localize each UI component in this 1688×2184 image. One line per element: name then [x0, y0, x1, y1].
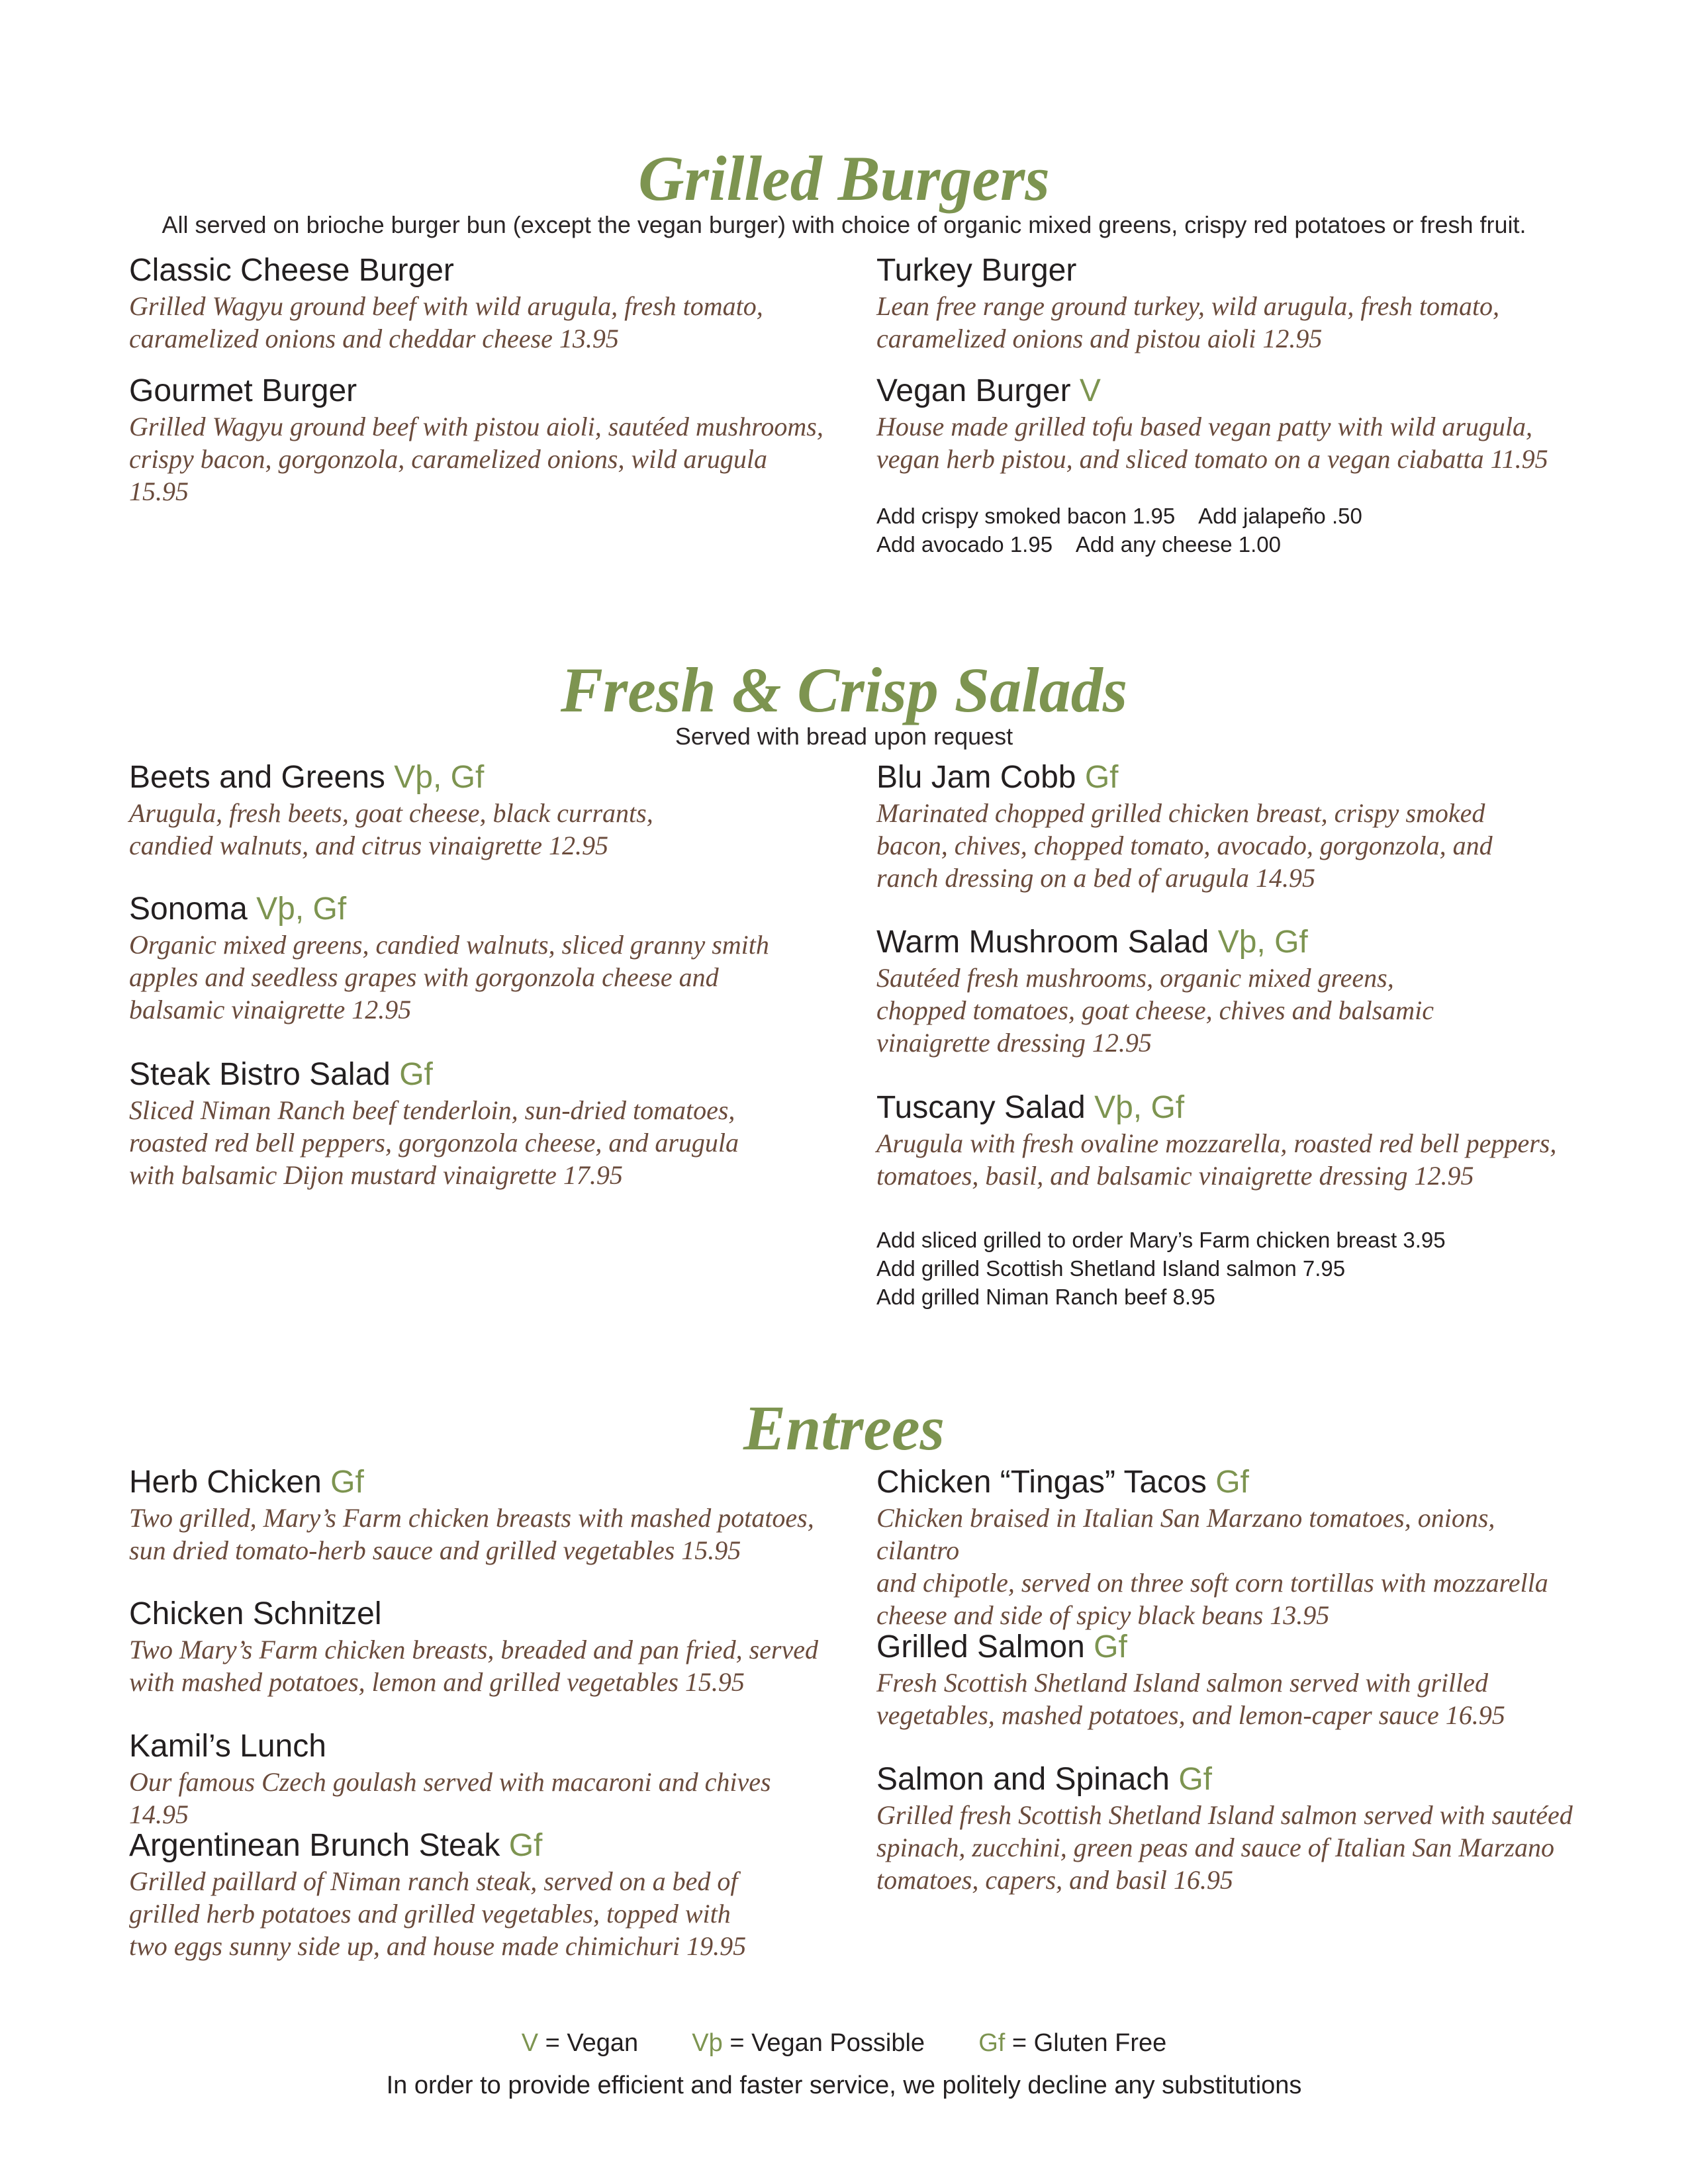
menu-item-gourmet-burger	[129, 372, 831, 508]
item-description: Sautéed fresh mushrooms, organic mixed greens, chopped tomatoes, goat cheese, chives and balsamic vinaigrette dressing 12.95	[876, 963, 1434, 1058]
diet-tag: Vþ, Gf	[1217, 925, 1308, 960]
item-name: Herb Chicken	[129, 1465, 322, 1500]
menu-item-herb-chicken	[129, 1463, 831, 1567]
menu-item-sonoma	[129, 890, 831, 1026]
menu-item-kamils-lunch	[129, 1727, 831, 1831]
item-description: Marinated chopped grilled chicken breast, crispy smoked bacon, chives, chopped tomato, avocado, gorgonzola, and ranch dressing on a bed of arugula 14.95	[876, 798, 1493, 893]
menu-item-argentinean-brunch-steak	[129, 1827, 831, 1962]
menu-item-chicken-schnitzel	[129, 1595, 831, 1698]
item-name: Grilled Salmon	[876, 1629, 1085, 1664]
item-description: Sliced Niman Ranch beef tenderloin, sun-dried tomatoes, roasted red bell peppers, gorgonzola cheese, and arugula with balsamic Dijon mustard vinaigrette 17.95	[129, 1095, 739, 1190]
item-name: Argentinean Brunch Steak	[129, 1828, 500, 1863]
addon-line: Add sliced grilled to order Mary’s Farm chicken breast 3.95	[876, 1228, 1446, 1252]
diet-tag: Vþ, Gf	[256, 891, 347, 927]
item-description: Fresh Scottish Shetland Island salmon served with grilled vegetables, mashed potatoes, and lemon-caper sauce 16.95	[876, 1668, 1505, 1730]
item-description: Grilled paillard of Niman ranch steak, served on a bed of grilled herb potatoes and grilled vegetables, topped with two eggs sunny side up, and house made chimichuri 19.95	[129, 1866, 747, 1961]
item-description: Arugula, fresh beets, goat cheese, black currants, candied walnuts, and citrus vinaigrette 12.95	[129, 798, 653, 860]
item-description: Our famous Czech goulash served with macaroni and chives 14.95	[129, 1767, 771, 1829]
item-name: Blu Jam Cobb	[876, 760, 1076, 795]
item-name: Warm Mushroom Salad	[876, 925, 1209, 960]
legend-gluten-free-text: = Gluten Free	[1011, 2029, 1167, 2057]
menu-item-steak-bistro-salad	[129, 1056, 831, 1191]
item-description: Two Mary’s Farm chicken breasts, breaded and pan fried, served with mashed potatoes, lemon and grilled vegetables 15.95	[129, 1635, 818, 1697]
legend-gluten-free-symbol: Gf	[978, 2029, 1006, 2057]
menu-item-salmon-and-spinach	[876, 1760, 1578, 1896]
salads-title: Fresh & Crisp Salads	[560, 655, 1128, 725]
diet-tag: Gf	[330, 1465, 364, 1500]
diet-tag: Gf	[1215, 1465, 1249, 1500]
item-name: Kamil’s Lunch	[129, 1729, 326, 1764]
item-name: Chicken Schnitzel	[129, 1596, 382, 1631]
entrees-title: Entrees	[743, 1392, 945, 1463]
item-description: Lean free range ground turkey, wild arugula, fresh tomato, caramelized onions and pistou aioli 12.95	[876, 291, 1500, 353]
item-description: Grilled Wagyu ground beef with wild arugula, fresh tomato, caramelized onions and cheddar cheese 13.95	[129, 291, 763, 353]
diet-tag: V	[1079, 373, 1101, 408]
item-name: Gourmet Burger	[129, 373, 357, 408]
item-name: Tuscany Salad	[876, 1090, 1086, 1125]
diet-tag: Gf	[1094, 1629, 1127, 1664]
legend-vegan-possible-text: = Vegan Possible	[729, 2029, 925, 2057]
menu-item-beets-and-greens	[129, 758, 831, 862]
substitution-note: In order to provide efficient and faster service, we politely decline any substitutions	[386, 2071, 1302, 2099]
diet-tag: Gf	[508, 1828, 543, 1863]
menu-item-vegan-burger	[876, 372, 1578, 475]
item-name: Beets and Greens	[129, 760, 385, 795]
item-description: Grilled Wagyu ground beef with pistou aioli, sautéed mushrooms, crispy bacon, gorgonzola, caramelized onions, wild arugula 15.95	[129, 412, 823, 506]
item-description: Two grilled, Mary’s Farm chicken breasts with mashed potatoes, sun dried tomato-herb sauce and grilled vegetables 15.95	[129, 1503, 814, 1565]
diet-tag: Gf	[399, 1057, 433, 1092]
burger-addons	[876, 502, 1605, 559]
item-description: Grilled fresh Scottish Shetland Island salmon served with sautéed spinach, zucchini, green peas and sauce of Italian San Marzano tomatoes, capers, and basil 16.95	[876, 1800, 1573, 1895]
item-description: House made grilled tofu based vegan patty with wild arugula, vegan herb pistou, and sliced tomato on a vegan ciabatta 11.95	[876, 412, 1548, 474]
diet-tag: Vþ, Gf	[1094, 1090, 1185, 1125]
menu-item-classic-cheese-burger	[129, 251, 831, 355]
item-name: Sonoma	[129, 891, 248, 927]
menu-item-warm-mushroom-salad	[876, 923, 1578, 1059]
addon-line: Add avocado 1.95 Add any cheese 1.00	[876, 532, 1281, 557]
item-description: Arugula with fresh ovaline mozzarella, roasted red bell peppers, tomatoes, basil, and balsamic vinaigrette dressing 12.95	[876, 1128, 1557, 1191]
legend-vegan-text: = Vegan	[545, 2029, 639, 2057]
diet-tag: Gf	[1178, 1762, 1212, 1797]
burgers-subtitle: All served on brioche burger bun (except the vegan burger) with choice of organic mixed greens, crispy red potatoes or fresh fruit.	[162, 211, 1526, 238]
addon-line: Add grilled Scottish Shetland Island salmon 7.95	[876, 1256, 1346, 1281]
salad-addons	[876, 1226, 1605, 1311]
item-name: Vegan Burger	[876, 373, 1071, 408]
menu-item-blu-jam-cobb	[876, 758, 1578, 894]
item-name: Classic Cheese Burger	[129, 253, 454, 288]
diet-legend	[0, 2027, 1688, 2059]
diet-tag: Gf	[1084, 760, 1119, 795]
item-name: Chicken “Tingas” Tacos	[876, 1465, 1207, 1500]
addon-line: Add crispy smoked bacon 1.95 Add jalapeño .50	[876, 504, 1362, 528]
legend-vegan-possible-symbol: Vþ	[692, 2029, 723, 2057]
item-name: Steak Bistro Salad	[129, 1057, 391, 1092]
menu-item-grilled-salmon	[876, 1628, 1578, 1731]
item-name: Turkey Burger	[876, 253, 1077, 288]
menu-item-tuscany-salad	[876, 1089, 1578, 1192]
menu-item-chicken-tingas-tacos	[876, 1463, 1578, 1631]
item-name: Salmon and Spinach	[876, 1762, 1170, 1797]
diet-tag: Vþ, Gf	[394, 760, 485, 795]
menu-item-turkey-burger	[876, 251, 1578, 355]
legend-vegan-symbol: V	[521, 2029, 539, 2057]
item-description: Chicken braised in Italian San Marzano tomatoes, onions, cilantro and chipotle, served on three soft corn tortillas with mozzarella cheese and side of spicy black beans 13.95	[876, 1503, 1548, 1630]
salads-subtitle: Served with bread upon request	[675, 723, 1013, 750]
item-description: Organic mixed greens, candied walnuts, sliced granny smith apples and seedless grapes with gorgonzola cheese and balsamic vinaigrette 12.95	[129, 930, 769, 1024]
burgers-title: Grilled Burgers	[638, 143, 1050, 214]
addon-line: Add grilled Niman Ranch beef 8.95	[876, 1285, 1215, 1309]
